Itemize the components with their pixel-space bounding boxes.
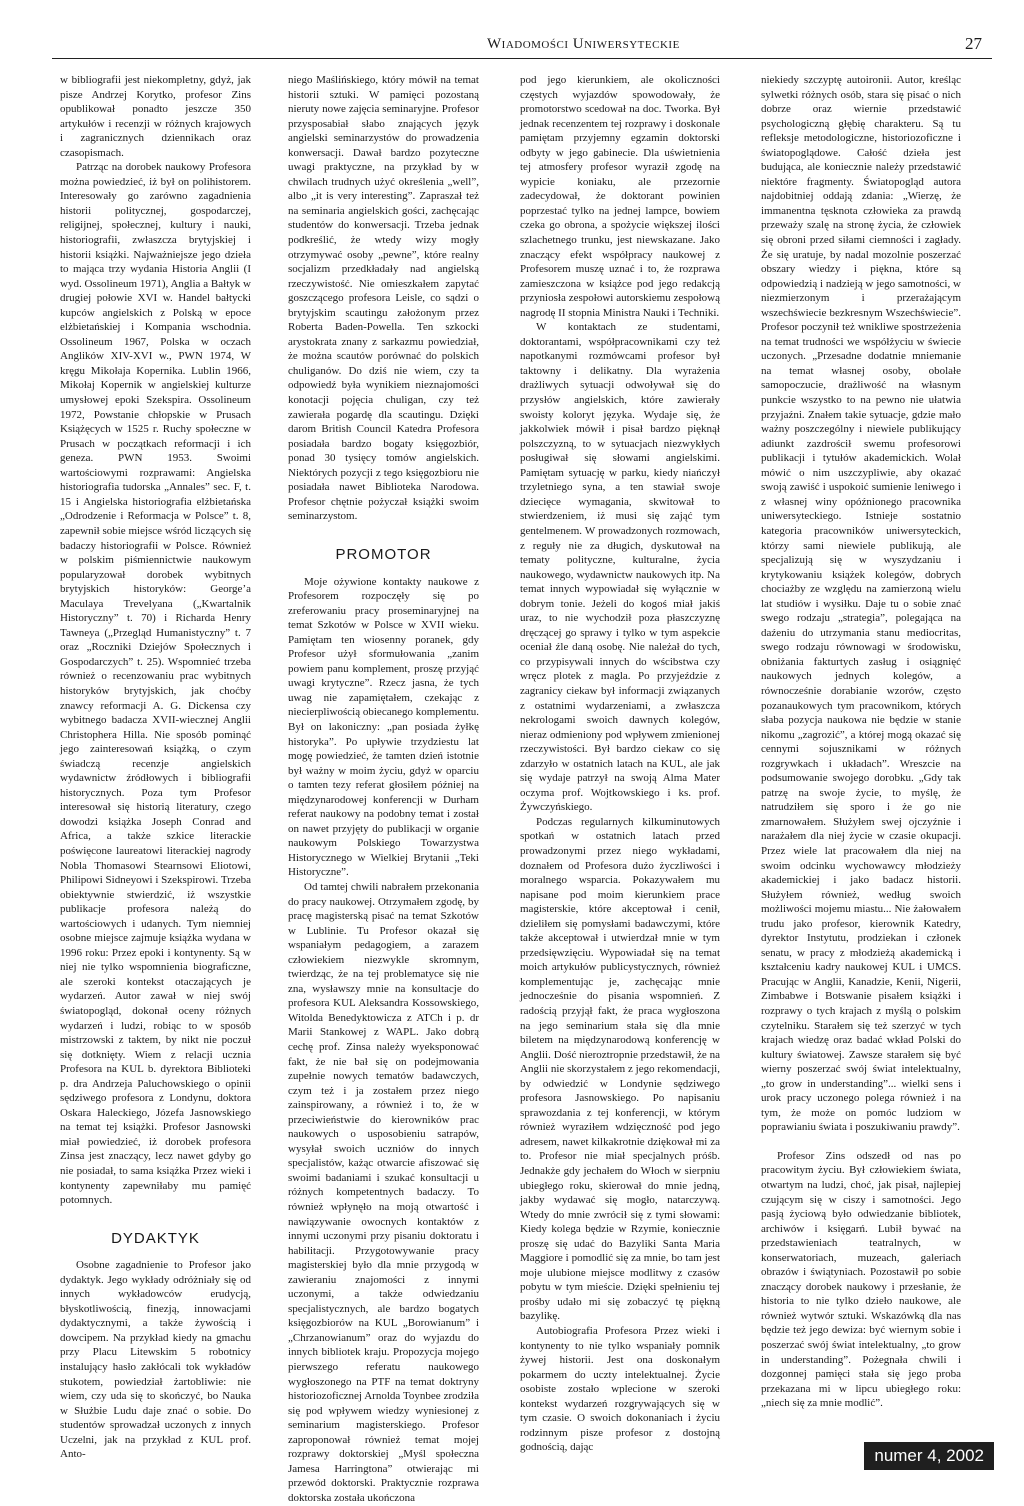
journal-title: Wiadomości Uniwersyteckie [487,36,680,52]
paragraph-gap [761,1135,961,1149]
section-heading-promotor: PROMOTOR [335,545,432,563]
paragraph: Profesor Zins odszedł od nas po pracowitym życiu. Był człowiekiem świata, otwartym na ludzi, choć, jak pisał, najlepiej czującym się w ciszy i samotności. Jego pasją życiową było odwiedzanie bibliotek, archiwów i księgarń. Lubił bywać na przedstawieniach teatralnych, w konserwatoriach, muzeach, galeriach obrazów i świątyniach. Pozostawił po sobie znaczący dorobek naukowy i przesłanie, że historia to nie tylko dzieło naukowe, ale również wytwór sztuki. Wskazówką dla nas będzie też jego dewiza: być wiernym sobie i poszerzać swój świat intelektualny, „to grow in understanding”. Pożegnała chwili i dozgonnej pamięci stała się jego proba przekazana mi w lipcu ubiegłego roku: „niech się za mnie modlić”. [761,1149,961,1410]
paragraph: niego Maślińskiego, który mówił na temat historii sztuki. W pamięci pozostaną nieruty nowe zajęcia seminaryjne. Profesor przysposabiał słabo znających język angielski seminarzystów do prowadzenia konwersacji. Dawał bardzo pozyteczne uwagi praktyczne, na przykład by w chwilach trudnych użyć określenia „well”, albo „it is very interesting”. Zapraszał też na seminaria angielskich gości, zachęcając studentów do konwersacji. Trzeba jednak podkreślić, że wtedy wizy mogły otrzymywać osoby „pewne”, które realny socjalizm przedkładały nad angielską rzeczywistość. Nie omieszkałem zapytać goszczącego profesora Leisle, co sądzi o brytyjskim scautingu założonym przez Roberta Baden-Powella. Ten szkocki arystokrata znany z sarkazmu powiedział, że można scautów porównać do polskich chuliganów. Do dziś nie wiem, czy ta odpowiedź była wynikiem nieznajomości konotacji pojęcia chuligan, czy też zawierała pogardę dla scautingu. Dzięki darom British Council Katedra Profesora posiadała bardzo bogaty księgozbiór, ponad 30 tysięcy tomów angielskich. Niektórych pozycji z tego księgozbioru nie posiadała nawet Biblioteka Narodowa. Profesor chętnie pożyczał książki swoim seminarzystom. [288,74,479,523]
paragraph: niekiedy szczyptę autoironii. Autor, kreśląc sylwetki różnych osób, stara się pisać o nich dobrze oraz wiernie przedstawić psychologiczną głębię charakteru. Są tu refleksje metodologiczne, historiozoficzne i światopoglądowe. Całość dzieła jest budująca, ale koniecznie należy przedstawić niektóre fragmenty. Światopogląd autora najdobitniej oddają zdania: „Wierzę, że immanentna tęsknota człowieka za prawdą przeważy szalę na stronę życia, że człowiek się obroni przed siłami ciemności i zagłady. Że się uratuje, by nadal mozolnie poszerzać obszary wiedzy i piękna, które są odpowiedzią i nadzieją w jego samotności, w niezmierzonym i przerażającym wszechświecie bezkresnym Wszechświecie”. Profesor poczynił też wnikliwe spostrzeżenia na temat trudności we współżyciu w świecie uczonych. „Przesadne dodatnie mniemanie na temat własnej osoby, obolałe samopoczucie, drażliwość na własnym punkcie wszystko to na pewno nie ułatwia przyjaźni. Znałem takie sytuacje, gdzie mało ważny poszczególny i niewiele publikujący adiunkt zazdrościł swemu profesorowi publikacji i tytułów akademickich. Wolał mówić o nim uszczypliwie, aby okazać swoją zawiść i uspokoić sumienie leniwego i z własnej winy opóźnionego pracownika uniwersyteckiego. Istnieje sostatnio kategoria pracowników uniwersyteckich, którzy sami niewiele publikują, ale specjalizują się w wyszydzaniu i krytykowaniu książek kolegów, dobrych chociażby ze względu na zamierzoną wielu lat studiów i wysiłku. Daje tu o sobie znać swego rodzaju „strategia”, polegająca na daźeniu do utrzymania stanu mediocritas, swego rodzaju równowagi w środowisku, obniżania fakturtych zasług i osiągnięć naukowych jednych kolegów, a równocześnie dorabianie wzorów, często pozanaukowych tym pracownikom, których słaba pozycja naukowa nie będzie w stanie nikomu „zagrozić”, a której mogą okazać się cennymi sojusznikami w różnych rozgrywkach i układach”. Wreszcie na podsumowanie swojego dorobku. „Gdy tak patrzę na swoje życie, to myślę, że natrudziłem się sporo i że go nie zmarnowałem. Służyłem swej ojczyźnie i narażałem dla niej życie w czasie okupacji. Przez wiele lat pracowałem dla niej na swoim odcinku wychowawcy młodzieży akademickiej i jako badacz historii. Służyłem również, według swoich możliwości mojemu miastu... Nie żałowałem trudu jako profesor, kierownik Katedry, dyrektor Instytutu, prodziekan i członek senatu, w pracy z młodzieżą akademicką i kształceniu kadry naukowej KUL i UMCS. Pracując w Anglii, Kanadzie, Kenii, Nigerii, Zimbabwe i Botswanie pisałem książki i rozprawy o tych krajach z myślą o polskim czytelniku. Starałem się też szerzyć w tych krajach wiedzę oraz badać wkład Polski do kultury światowej. Zawsze starałem się być wierny poszerzać swój świat intelektualny, „to grow in understanding”... wielki sens i urok pracy uczonego polega również i na tym, że może on pomóc ludziom w poprawianiu świata i poszukiwaniu prawdy”. [761,74,961,1134]
column-1 [60,73,251,1462]
paragraph: Osobne zagadnienie to Profesor jako dydaktyk. Jego wykłady odróżniały się od innych wykładowców erudycją, błyskotliwością, finezją, innowacjami dydaktycznymi, a także żywością i dowcipem. Na przykład kiedy na gmachu przy Placu Litewskim 5 robotnicy instalujący hasło zakłócali tok wykładów stukotem, powiedział żartobliwie: nie wiem, czy uda się to skończyć, bo Nauka w Służbie Ludu daje znać o sobie. Do studentów sprowadzał uczonych z innych Uczelni, jak na przykład z KUL prof. Anto- [60,1259,251,1461]
paragraph: W kontaktach ze studentami, doktorantami, współpracownikami czy też napotkanymi rozmówcami profesor był taktowny i delikatny. Dla wyrażenia drażliwych sytuacji odwoływał się do przysłów angielskich, które zawierały swoisty koloryt języka. Wydaje się, że jakkolwiek mówił i pisał bardzo pięknął polszczyzną, to w sytuacjach niezwykłych posługiwał się słowami angielskimi. Pamiętam sytuację w parku, kiedy niańczył trzyletniego syna, a ten stawiał swoje dziecięce wymagania, skwitował to stwierdzeniem, iż musi się zająć tym gentelmenem. W prowadzonych rozmowach, z reguły nie za długich, dyskutował na tematy polityczne, kulturalne, życia naukowego, wydawnictw naukowych itp. Na temat innych wypowiadał się wyłącznie w dobrym tonie. Jeżeli do kogoś miał jakiś uraz, to nie wychodził poza płaszczyznę dręczącej go sprawy i tylko w tym aspekcie oceniał źle daną osobę. Nie należał do tych, co przypisywali innych do wścibstwa czy wręcz plotek z magla. Po przyjeździe z zagranicy ciekaw był informacji związanych z ostatnimi wydarzeniami, a zwłaszcza nekrologami swoich dawnych kolegów, nieraz odmieniony pod wpływem zmienionej rzeczywistości. Był bardzo ciekaw co się zdarzyło w ostatnich latach na KUL, ale jak się wydaje patrzył na swoją Alma Mater oczyma prof. Wojtkowskiego i ks. prof. Żywczyńskiego. [520,321,720,814]
column-3 [520,73,720,1455]
paragraph: w bibliografii jest niekompletny, gdyż, jak pisze Andrzej Korytko, profesor Zins opublikował ponadto jeszcze 350 artykułów i recenzji w różnych krajowych i zagranicznych dziennikach oraz czasopismach. [60,74,251,159]
header-divider [52,58,992,59]
paragraph: Patrząc na dorobek naukowy Profesora można powiedzieć, iż był on polihistorem. Interesowały go zarówno zagadnienia historii politycznej, gospodarczej, religijnej, społecznej, kultury i nauki, historiografii, zwłaszcza brytyjskiej i historii książki. Najważniejsze jego dzieła to mająca trzy wydania Historia Anglii (I wyd. Ossolineum 1971), Anglia a Bałtyk w drugiej połowie XVI w. Handel bałtycki kupców angielskich z Polską w epoce elżbietańskiej i Kompania wschodnia. Ossolineum 1967, Polska w oczach Anglików XIV-XVI w., PWN 1974, W kręgu Mikołaja Kopernika. Lublin 1966, Mikołaj Kopernik w angielskiej kulturze umysłowej epoki Szekspira. Ossolineum 1972, Powstanie chłopskie w Prusach Książęcych w 1525 r. Ruchy społeczne w Prusach w początkach reformacji i ich geneza. PWN 1953. Swoimi wartościowymi rozprawami: Angielska historiografia tudorska „Annales” sec. F, t. 15 i Angielska historiografia elżbietańska „Odrodzenie i Reformacja w Polsce” t. 8, zapewnił sobie miejsce wśród liczących się badaczy historiografii w Polsce. Również w polskim piśmiennictwie naukowym popularyzował dorobek wybitnych brytyjskich historyków: George’a Maculaya Trevelyana („Kwartalnik Historyczny” t. 70) i Richarda Henry Tawneya („Przegląd Humanistyczny” t. 7 oraz „Roczniki Dziejów Społecznych i Gospodarczych” t. 25). Wspomnieć trzeba również o recenzowaniu prac wybitnych historyków brytyjskich, jak choćby znawcy reformacji A. G. Dickensa czy wybitnego badacza XVII-wiecznej Anglii Christophera Hilla. Nie sposób pominąć jego zainteresowań książką, o czym świadczą recenzje angielskich wydawnictw źródłowych i bibliografii historycznych. Poza tym Profesor interesował się historią literatury, czego dowodzi książka Joseph Conrad and Africa, a także szkice literackie poświęcone laureatowi literackiej nagrody Nobla Thomasowi Stearnsowi Eliotowi, Philipowi Sidneyowi i Szekspirowi. Trzeba obiektywnie stwierdzić, iż wszystkie publikacje profesora należą do wartościowych i udanych. Tym niemniej osobne miejsce zajmuje książka wydana w 1996 roku: Przez epoki i kontynenty. Są w niej nie tylko wspomnienia biograficzne, ale szeroki kontekst otaczających je wydarzeń. Autor zawał w niej swój światopogląd, dokonał oceny różnych wydarzeń i ludzi, robiąc to w sposób mistrzowski z taktem, by nikt nie poczuł się dotknięty. Wiem z relacji ucznia Profesora na KUL b. dyrektora Biblioteki p. dra Andrzeja Paluchowskiego o opinii sędziwego profesora z Londynu, doktora Oskara Haleckiego, Józefa Jasnowskiego na temat tej książki. Profesor Jasnowski miał powiedzieć, iż dorobek profesora Zinsa jest znaczący, lecz nawet gdyby go nie posiadał, to sama książka Przez wieki i kontynenty zapewniłaby mu pamięć potomnych. [60,161,251,1207]
paragraph: Podczas regularnych kilkuminutowych spotkań w ostatnich latach przed prowadzonymi przez niego wykładami, doznałem od Profesora dużo życzliwości i moralnego wsparcia. Pokazywałem mu napisane pod moim kierunkiem prace magisterskie, które akceptował i cenił, dzieliłem się pomysłami badawczymi, które także akceptował i utwierdzał mnie w tym przedsięwzięciu. Wypowiadał się na temat moich artykułów publicystycznych, również komplementując je, zachęcając mnie jednocześnie do pisania wspomnień. Z radością przyjął fakt, że praca wygłoszona na jego seminarium stała się dla mnie biletem na międzynarodową konferencję w Anglii. Dość nieroztropnie przedstawił, że na Anglii nie skorzystałem z jego rekomendacji, by odwiedzić w Londynie sędziwego profesora Jasnowskiego. Po napisaniu sprawozdania z tej konferencji, w którym również wyraziłem wdzięczność pod jego adresem, nawet kilkakrotnie dziękował mi za to. Profesor nie miał specjalnych próśb. Jednakże gdy jechałem do Włoch w sierpniu ubiegłego roku, skierował do mnie jedną, jakby wydawać się mogło, natarczywą. Wtedy do mnie zwrócił się z tymi słowami: Kiedy kolega będzie w Rzymie, koniecznie proszę się udać do Bazyliki Santa Maria Maggiore i pomodlić się za mnie, bo tam jest moje ulubione miejsce modlitwy z czasów pobytu w tym mieście. Dzięki spełnieniu tej prośby udało mi się zobaczyć tę piękną bazylikę. [520,815,720,1323]
column-2 [288,73,479,1506]
paragraph: pod jego kierunkiem, ale okoliczności częstych wyjazdów spowodowały, że promotorstwo scedował na doc. Tworka. Był jednak recenzentem tej rozprawy i doskonale pamiętam przyjemny egzamin doktorski odbyty w jego gabinecie. Dla uświetnienia tej atmosfery profesor wyraził zgodę na wypicie koniaku, ale przezornie zadecydował, że doktorant powinien poprzestać tylko na jednej lampce, bowiem czeka go obrona, a spożycie większej ilości szlachetnego trunku, jest niewskazane. Jako znaczący efekt współpracy naukowej z Profesorem muszę uznać i to, że rozprawa zamieszczona w książce pod jego redakcją przyniosła zespołowi autorskiemu zespołową nagrodę II stopnia Ministra Nauki i Techniki. [520,74,720,319]
paragraph: Moje ożywione kontakty naukowe z Profesorem rozpoczęły się po zreferowaniu pracy proseminaryjnej na temat Szkotów w Polsce w XVII wieku. Pamiętam ten wiosenny poranek, gdy Profesor użył sformułowania „zanim powiem panu komplement, proszę przyjąć uwagi krytyczne”. Rzecz jasna, że tych uwag nie zapamiętałem, czekając z niecierpliwością obiecanego komplementu. Był on lakoniczny: „pan posiada żyłkę historyka”. Po upływie trzydziestu lat mogę powiedzieć, że tamten dzień istotnie był ważny w moim życiu, gdyż w oparciu o tamten tezy referat głosiłem później na międzynarodowej konferencji w Durham referat naukowy na podobny temat i został on nawet przyjęty do publikacji w organie naukowym Polskiego Towarzystwa Historycznego w Wielkiej Brytanii „Teki Historyczne”. [288,575,479,879]
column-4 [761,73,961,1411]
section-heading-dydaktyk: DYDAKTYK [111,1229,200,1247]
page-number: 27 [965,34,982,53]
running-header [52,30,992,60]
issue-badge: numer 4, 2002 [864,1442,994,1470]
paragraph: Autobiografia Profesora Przez wieki i kontynenty to nie tylko wspaniały pomnik żywej historii. Jest ona doskonałym pokarmem do uczty intelektualnej. Życie osobiste zostało wplecione w szeroki kontekst wydarzeń rozgrywających się w tym czasie. O swoich dokonaniach i życiu rodzinnym pisze profesor z dostojną godnością, dając [520,1325,720,1454]
paragraph: Od tamtej chwili nabrałem przekonania do pracy naukowej. Otrzymałem zgodę, by pracę magisterską pisać na temat Szkotów w Lublinie. Tu Profesor okazał się wspaniałym pedagogiem, a zarazem człowiekiem niezwykle skromnym, twierdząc, że na tej problematyce się nie zna, wysławszy mnie na konsultacje do profesora KUL Aleksandra Kossowskiego, Witolda Benedyktowicza z ATCh i p. dr Marii Stankowej z WAPL. Jako dobrą cechę prof. Zinsa należy wyeksponować fakt, że nie bał się on podejmowania zupełnie nowych tematów badawczych, czym też i ja zostałem przez niego zainspirowany, a również i to, że w przeciwieństwie do kierowników prac naukowych o usposobieniu satrapów, wysyłał swoich uczniów do innych specjalistów, każąc otwarcie afiszować się swoimi badaniami i szukać konsultacji u różnych kompetentnych badaczy. To również wpłynęło na moją otwartość i nawiązywanie owocnych kontaktów z innymi uczonymi przy pisaniu doktoratu i habilitacji. Przygotowywanie pracy magisterskiej było dla mnie przygodą w zawieraniu znajomości z innymi uczonymi, a także odwiedzaniu specjalistycznych, ale bardzo bogatych księgozbiorów na KUL „Borowianum” i „Chrzanowianum” oraz do wyjazdu do innych bibliotek kraju. Propozycja mojego pierwszego referatu naukowego wygłoszonego na PTF na temat doktryny historiozoficznej Arnolda Toynbee zrodziła się pod wpływem wiedzy wyniesionej z seminarium magisterskiego. Profesor zaproponował również temat mojej rozprawy doktorskiej „Myśl społeczna Jamesa Harringtona” otwierając mi przewód doktorski. Praktycznie rozprawa doktorska została ukończona [288,880,479,1504]
